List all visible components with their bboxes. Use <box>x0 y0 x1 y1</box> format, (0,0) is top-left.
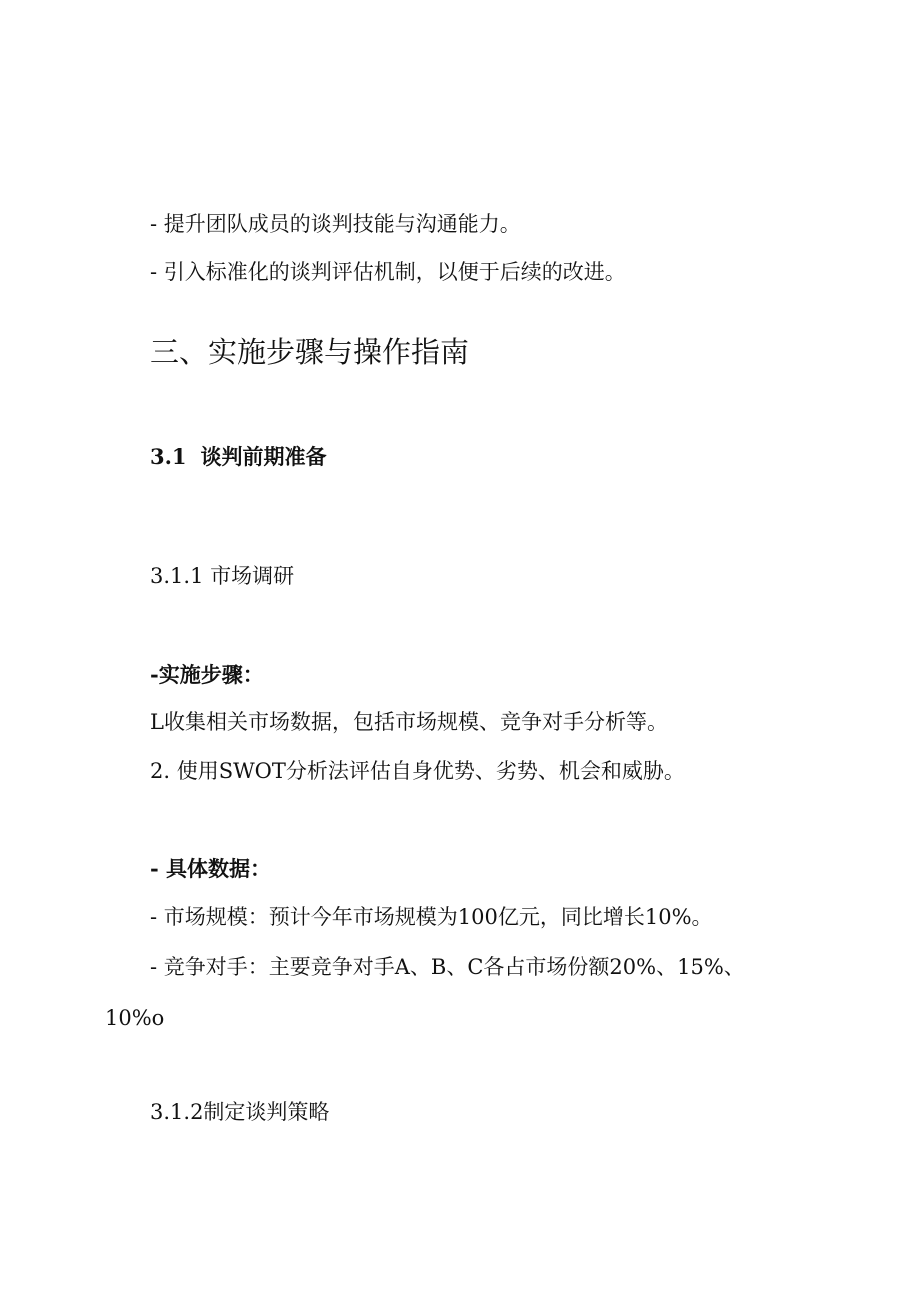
data-heading: - 具体数据： <box>150 856 272 881</box>
data-competitors-continuation: 10%o <box>105 1006 165 1030</box>
data-market-size: - 市场规模：预计今年市场规模为100亿元，同比增长10%。 <box>150 905 713 929</box>
subsection-number: 3.1 <box>150 444 187 469</box>
data-competitors: - 竞争对手：主要竞争对手A、B、C各占市场份额20%、15%、 <box>150 955 745 979</box>
subsection-title-text: 谈判前期准备 <box>200 444 327 469</box>
subsection-title <box>150 443 327 471</box>
subsubsection-market-research: 3.1.1 市场调研 <box>150 564 295 588</box>
goal-item-evaluation: - 引入标准化的谈判评估机制，以便于后续的改进。 <box>150 260 626 284</box>
subsubsection-negotiation-strategy: 3.1.2制定谈判策略 <box>150 1100 330 1124</box>
section-title: 三、实施步骤与操作指南 <box>150 335 470 369</box>
goal-item-skills: - 提升团队成员的谈判技能与沟通能力。 <box>150 212 521 236</box>
steps-heading: -实施步骤： <box>150 662 264 687</box>
step-item-collect-data: L收集相关市场数据，包括市场规模、竞争对手分析等。 <box>150 710 668 734</box>
step-item-swot: 2. 使用SWOT分析法评估自身优势、劣势、机会和威胁。 <box>150 759 685 783</box>
